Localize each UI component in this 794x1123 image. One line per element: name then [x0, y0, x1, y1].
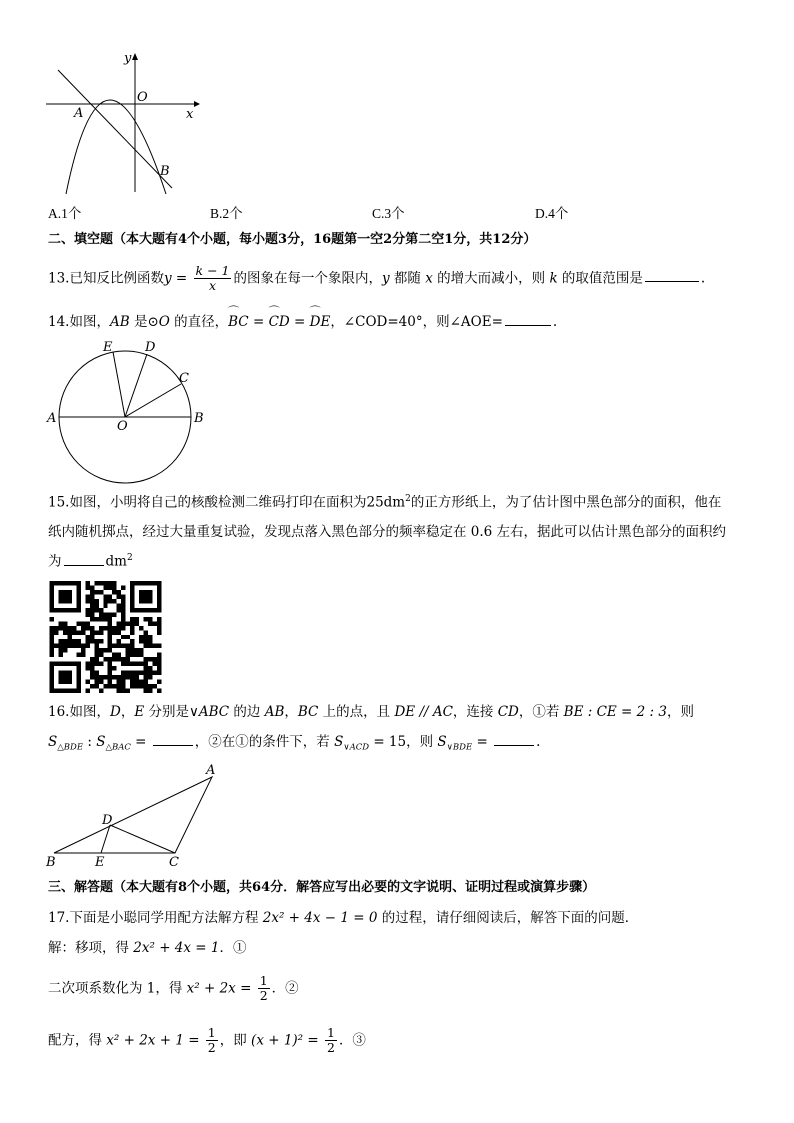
label-C: C: [169, 855, 179, 870]
q16-cd: CD: [497, 704, 519, 720]
q13: [48, 264, 705, 294]
q16-abc: ABC: [198, 704, 230, 720]
q17-step1eq: 2x² + 4x = 1: [133, 940, 220, 956]
q14-arc-bc: ⌒ BC: [228, 314, 249, 330]
q12-option-b: B.2个: [210, 206, 243, 221]
label-O: O: [137, 90, 148, 105]
q15-line3: [48, 553, 133, 570]
radius-oe: [113, 352, 125, 417]
q16-line1d: ，: [284, 704, 298, 720]
q13-fraction: [194, 264, 232, 294]
q16-s3: S: [334, 734, 344, 750]
q13-middle3: 的增大而减小，则: [432, 270, 550, 287]
label-E: E: [103, 340, 113, 355]
q16-line1e: 上的点，且: [318, 704, 395, 720]
q16-answer-blank-1[interactable]: [153, 744, 193, 746]
q14-figure: [44, 338, 214, 488]
q17-step1: [48, 940, 247, 956]
label-y: y: [124, 51, 132, 66]
q17-step3-den: 2: [207, 1040, 216, 1056]
segment-dc: [110, 825, 175, 853]
label-x: x: [186, 107, 194, 122]
q14-end: .: [552, 314, 558, 330]
q17-eq: 2x² + 4x − 1 = 0: [262, 910, 378, 926]
q15-answer-blank[interactable]: [64, 564, 104, 566]
q16-eq2: =: [472, 734, 493, 750]
q17-step3a: 配方，得: [48, 1032, 107, 1049]
y-axis-arrow: [132, 53, 138, 60]
q17-step2eq: x² + 2x =: [186, 980, 256, 997]
q17-step3-num2: 1: [326, 1025, 335, 1040]
q12-option-d: D.4个: [535, 206, 569, 221]
q16-comma: ，: [120, 704, 135, 720]
q14-eq1: =: [248, 314, 269, 330]
q16-d: D: [109, 704, 121, 720]
q17-step3-fraction2: [325, 1026, 337, 1056]
q14-ab: AB: [109, 314, 130, 330]
q15-unit-sup: 2: [126, 553, 133, 563]
label-O: O: [117, 419, 128, 434]
q13-numerator: k − 1: [195, 263, 230, 278]
q13-end: .: [700, 270, 706, 287]
q14: [48, 314, 557, 330]
label-A: A: [206, 763, 216, 778]
label-A: A: [74, 106, 84, 121]
q15-line1a: 15.如图，小明将自己的核酸检测二维码打印在面积为: [48, 494, 367, 511]
q16-s4: S: [437, 734, 447, 750]
q13-answer-blank[interactable]: [645, 280, 699, 282]
q16-line1h: ，则: [666, 704, 694, 720]
q16-e: E: [134, 704, 145, 720]
q14-eq2: =: [289, 314, 310, 330]
q12-option-a: A.1个: [48, 206, 82, 221]
label-B: B: [194, 411, 204, 426]
label-B: B: [46, 855, 56, 870]
q17-line1a: 17.下面是小聪同学用配方法解方程: [48, 910, 263, 926]
q17-step3b: ．③: [338, 1032, 366, 1049]
q16-line2: [48, 734, 540, 753]
q16-line1: [48, 704, 694, 720]
q13-y2: y: [381, 270, 390, 287]
q15-line2: 纸内随机掷点，经过大量重复试验，发现点落入黑色部分的频率稳定在 0.6 左右，据此可以估计黑色部分的面积约: [48, 524, 727, 540]
q16-end: .: [536, 734, 541, 750]
q16-s3-sub: ∨ACD: [343, 742, 370, 753]
radius-od: [125, 354, 147, 417]
q13-middle2: 都随: [389, 270, 426, 287]
q14-prefix: 14.如图，: [48, 314, 110, 330]
q16-eq: =: [130, 734, 151, 750]
q12-figure: [44, 48, 204, 196]
q17-step3eq2: (x + 1)² =: [251, 1032, 323, 1049]
q16-ab: AB: [264, 704, 285, 720]
q15-area-sup: 2: [405, 494, 411, 504]
q13-eq: =: [171, 270, 192, 287]
q16-colon: :: [83, 734, 97, 750]
q17-step3-fraction: [206, 1026, 218, 1056]
q16-s1-sub: △BDE: [57, 742, 84, 753]
q17-step1b: ．①: [219, 940, 247, 956]
q14-arc-cd: ⌒ CD: [269, 314, 290, 330]
section3-title: 三、解答题（本大题有8个小题，共64分．解答应写出必要的文字说明、证明过程或演算步骤）: [48, 880, 596, 895]
q13-prefix: 13.已知反比例函数: [48, 270, 164, 287]
label-C: C: [179, 371, 189, 386]
q13-y: y: [163, 270, 172, 287]
q14-middle: 是⊙: [129, 314, 159, 330]
x-axis-arrow: [194, 101, 200, 107]
q17-line1b: 的过程，请仔细阅读后，解答下面的问题．: [377, 910, 639, 926]
q15-line1: [48, 494, 721, 511]
q16-line2c: ，则: [406, 734, 438, 750]
q16-answer-blank-2[interactable]: [494, 744, 534, 746]
q16-line1a: 16.如图，: [48, 704, 110, 720]
q13-k: k: [549, 270, 558, 287]
q17-step2b: ．②: [271, 980, 299, 997]
q14-middle2: 的直径，: [169, 314, 229, 330]
q17-step2-num: 1: [259, 973, 268, 988]
q16-eq15: = 15: [369, 734, 407, 750]
q17-step3mid: ，即: [219, 1032, 252, 1049]
q16-parallel: DE // AC: [394, 704, 453, 720]
q13-x: x: [425, 270, 433, 287]
q16-s4-sub: ∨BDE: [446, 742, 473, 753]
q16-line1g: ，①若: [518, 704, 564, 720]
q15-line3a: 为: [48, 553, 62, 570]
qr-code-image: [48, 581, 163, 693]
label-E: E: [95, 855, 105, 870]
q16-bc: BC: [297, 704, 319, 720]
straight-line: [58, 70, 172, 188]
q16-line2b: ，②在①的条件下，若: [194, 734, 335, 750]
q16-s2-sub: △BAC: [105, 742, 131, 753]
q16-ratio: BE : CE = 2 : 3: [563, 704, 667, 720]
q17-step2a: 二次项系数化为 1，得: [48, 980, 187, 997]
label-A: A: [47, 411, 57, 426]
q13-suffix: 的取值范围是: [557, 270, 643, 287]
q17-step2-den: 2: [259, 988, 268, 1004]
q17-step3eq: x² + 2x + 1 =: [106, 1032, 204, 1049]
q12-option-c: C.3个: [372, 206, 405, 221]
q15-line1b: 的正方形纸上，为了估计图中黑色部分的面积，他在: [410, 494, 722, 511]
q13-middle: 的图象在每一个象限内，: [233, 270, 382, 287]
q15-area: 25dm: [366, 494, 406, 511]
q14-answer-blank[interactable]: [505, 324, 551, 326]
radius-oc: [125, 384, 181, 417]
q17-step1a: 解：移项，得: [48, 940, 134, 956]
q16-line1c: 的边: [229, 704, 265, 720]
q16-s1: S: [48, 734, 58, 750]
q17-step3-den2: 2: [326, 1040, 335, 1056]
q14-angle: ，∠COD=40°，则∠AOE=: [330, 314, 503, 330]
q17-step3-num: 1: [207, 1025, 216, 1040]
triangle-abc: [54, 777, 212, 853]
q17-step3: [48, 1026, 366, 1056]
q17-line1: [48, 910, 638, 926]
q17-step2: [48, 974, 299, 1004]
label-D: D: [102, 813, 113, 828]
q16-figure: [44, 762, 234, 870]
q14-o: O: [158, 314, 170, 330]
label-D: D: [145, 340, 156, 355]
q15-unit: dm: [105, 553, 127, 570]
label-B: B: [160, 164, 170, 179]
q14-arc-de: ⌒ DE: [310, 314, 331, 330]
q17-step2-fraction: [258, 974, 270, 1004]
section2-title: 二、填空题（本大题有4个小题，每小题3分，16题第一空2分第二空1分，共12分）: [48, 232, 537, 247]
q16-s2: S: [96, 734, 106, 750]
q16-line1f: ，连接: [452, 704, 498, 720]
q13-denominator: x: [208, 278, 217, 294]
q16-line1b: 分别是∨: [144, 704, 199, 720]
